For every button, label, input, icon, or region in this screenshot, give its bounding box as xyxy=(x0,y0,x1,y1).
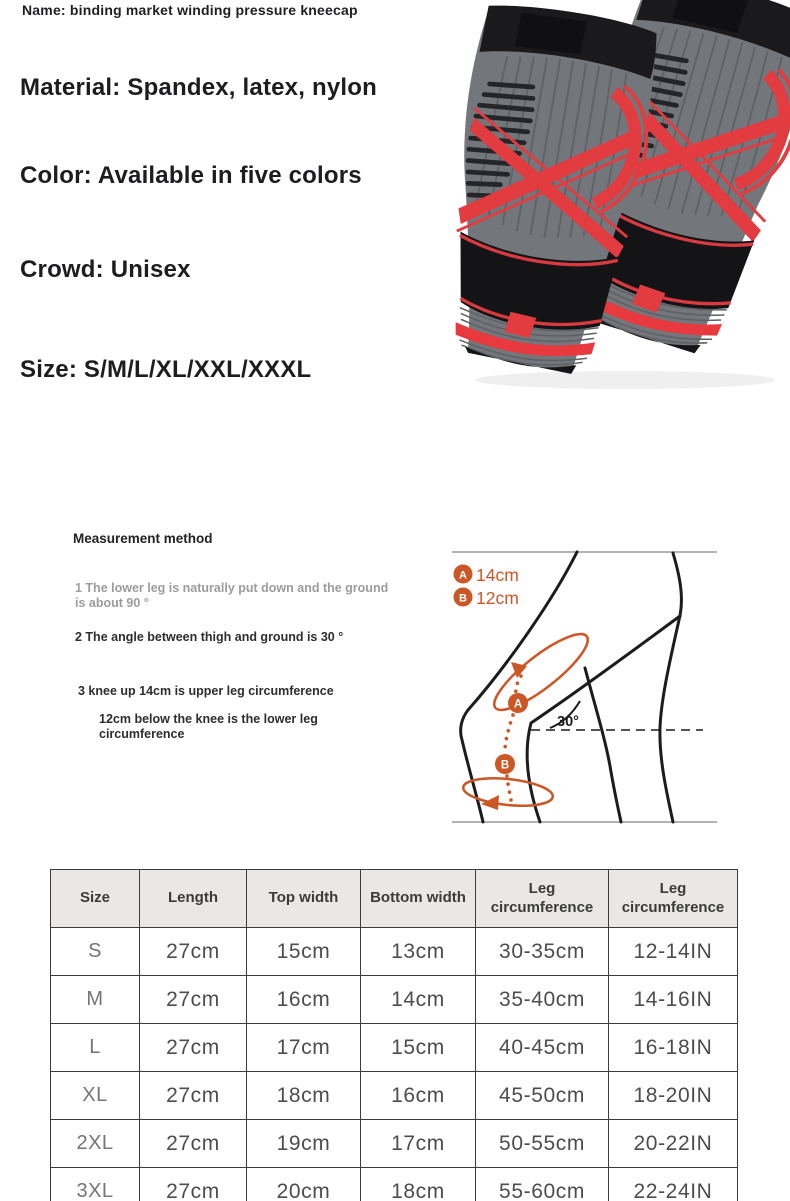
column-header: Size xyxy=(51,870,140,928)
value-cell: 27cm xyxy=(140,1168,247,1201)
size-cell: XL xyxy=(51,1072,140,1120)
marker-b-label: B xyxy=(500,759,510,772)
column-header: Top width xyxy=(247,870,361,928)
product-photo-knee-braces xyxy=(440,0,790,400)
value-cell: 18cm xyxy=(361,1168,476,1201)
table-row xyxy=(51,1120,738,1168)
value-cell: 14cm xyxy=(361,976,476,1024)
value-cell: 27cm xyxy=(140,1120,247,1168)
value-cell: 20cm xyxy=(247,1168,361,1201)
spec-material: Material: Spandex, latex, nylon xyxy=(20,74,377,101)
value-cell: 14-16IN xyxy=(609,976,738,1024)
size-cell: 2XL xyxy=(51,1120,140,1168)
table-row xyxy=(51,976,738,1024)
legend-a-value: 14cm xyxy=(476,565,519,585)
legend-a-marker: A xyxy=(459,569,467,582)
spec-crowd: Crowd: Unisex xyxy=(20,256,191,283)
diagram-legend xyxy=(454,565,519,609)
value-cell: 35-40cm xyxy=(476,976,609,1024)
value-cell: 16cm xyxy=(247,976,361,1024)
legend-b-value: 12cm xyxy=(476,588,519,608)
measurement-step-1: 1 The lower leg is naturally put down and the ground is about 90 ° xyxy=(75,581,389,611)
size-cell: L xyxy=(51,1024,140,1072)
value-cell: 19cm xyxy=(247,1120,361,1168)
value-cell: 17cm xyxy=(247,1024,361,1072)
table-row xyxy=(51,928,738,976)
value-cell: 27cm xyxy=(140,928,247,976)
column-header: Bottom width xyxy=(361,870,476,928)
value-cell: 15cm xyxy=(247,928,361,976)
value-cell: 40-45cm xyxy=(476,1024,609,1072)
measurement-diagram xyxy=(445,538,790,838)
spec-size: Size: S/M/L/XL/XXL/XXXL xyxy=(20,356,312,383)
value-cell: 27cm xyxy=(140,1072,247,1120)
size-table-body xyxy=(51,928,738,1201)
value-cell: 55-60cm xyxy=(476,1168,609,1201)
value-cell: 18cm xyxy=(247,1072,361,1120)
measurement-step-4: 12cm below the knee is the lower leg circumference xyxy=(99,712,318,742)
value-cell: 16cm xyxy=(361,1072,476,1120)
product-name: Name: binding market winding pressure kneecap xyxy=(22,2,358,18)
measurement-title: Measurement method xyxy=(73,531,213,546)
column-header: Leg circumference xyxy=(476,870,609,928)
column-header: Leg circumference xyxy=(609,870,738,928)
measurement-step-2: 2 The angle between thigh and ground is 30 ° xyxy=(75,630,344,644)
spec-color: Color: Available in five colors xyxy=(20,162,362,189)
value-cell: 20-22IN xyxy=(609,1120,738,1168)
marker-a-label: A xyxy=(513,698,523,711)
angle-label: 30° xyxy=(557,714,579,730)
size-cell: S xyxy=(51,928,140,976)
value-cell: 45-50cm xyxy=(476,1072,609,1120)
legend-b-marker: B xyxy=(459,592,467,605)
value-cell: 17cm xyxy=(361,1120,476,1168)
value-cell: 16-18IN xyxy=(609,1024,738,1072)
value-cell: 27cm xyxy=(140,1024,247,1072)
value-cell: 12-14IN xyxy=(609,928,738,976)
value-cell: 50-55cm xyxy=(476,1120,609,1168)
measurement-step-3: 3 knee up 14cm is upper leg circumference xyxy=(78,684,334,698)
value-cell: 18-20IN xyxy=(609,1072,738,1120)
table-row xyxy=(51,1072,738,1120)
size-table-head-row xyxy=(51,870,738,928)
table-row xyxy=(51,1168,738,1201)
value-cell: 13cm xyxy=(361,928,476,976)
value-cell: 30-35cm xyxy=(476,928,609,976)
size-table xyxy=(50,869,738,1201)
value-cell: 15cm xyxy=(361,1024,476,1072)
value-cell: 27cm xyxy=(140,976,247,1024)
table-row xyxy=(51,1024,738,1072)
column-header: Length xyxy=(140,870,247,928)
photo-shadow xyxy=(475,371,775,389)
size-cell: 3XL xyxy=(51,1168,140,1201)
size-cell: M xyxy=(51,976,140,1024)
value-cell: 22-24IN xyxy=(609,1168,738,1201)
